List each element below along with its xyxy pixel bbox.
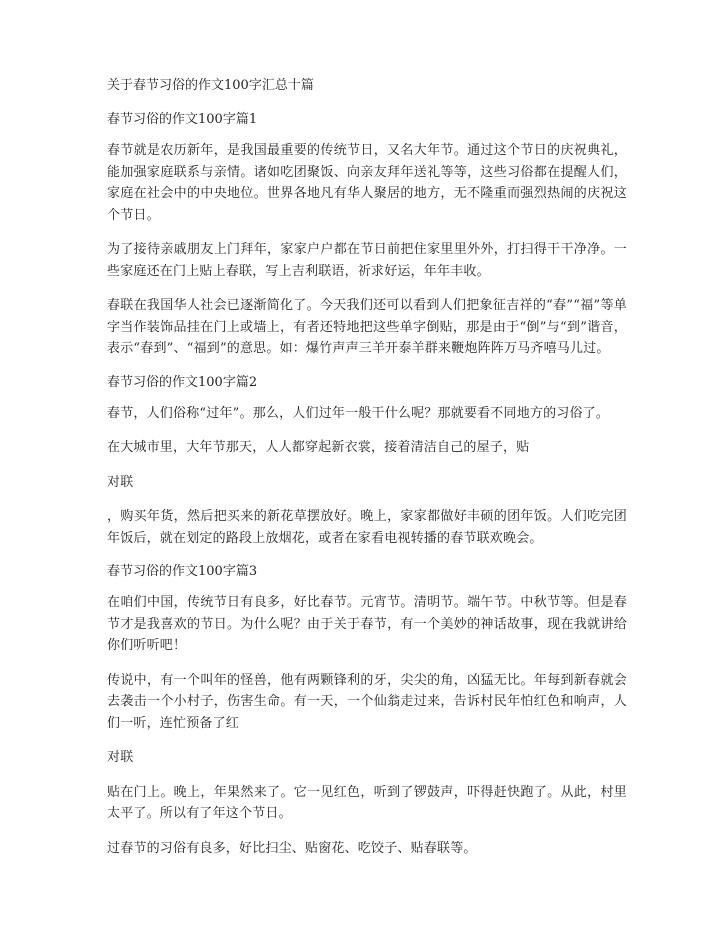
section-heading-3: 春节习俗的作文100字篇3 xyxy=(107,564,258,579)
paragraph-2-3: 对联 xyxy=(107,474,134,490)
paragraph-3-1: 在咱们中国，传统节日有良多，好比春节。元宵节。清明节。端午节。中秋节等。但是春节才是我喜欢的节日。为什么呢？由于关于春节，有一个美妙的神话故事，现在我就讲给你们听听吧！ xyxy=(107,595,627,653)
document-title: 关于春节习俗的作文100字汇总十篇 xyxy=(107,78,314,93)
paragraph-1-3: 春联在我国华人社会已逐渐简化了。今天我们还可以看到人们把象征吉祥的“春”“福”等单字当作装饰品挂在门上或墙上，有者还特地把这些单字倒贴，那是由于“倒”与“到”谐音，表示“春到”、“福到”的意思。如：爆竹声声三羊开泰羊群来鞭炮阵阵万马齐嘻马儿过。 xyxy=(107,298,627,356)
paragraph-3-5: 过春节的习俗有良多，好比扫尘、贴窗花、吃饺子、贴春联等。 xyxy=(107,840,477,856)
paragraph-2-2: 在大城市里，大年节那天，人人都穿起新衣裳，接着清洁自己的屋子，贴 xyxy=(107,440,530,455)
paragraph-3-2: 传说中，有一个叫年的怪兽，他有两颗锋利的牙，尖尖的角，凶猛无比。年每到新春就会去袭击一个小村子，伤害生命。有一天，一个仙翁走过来，告诉村民年怕红色和响声，人们一听，连忙预备了红 xyxy=(107,672,627,731)
paragraph-1-1: 春节就是农历新年，是我国最重要的传统节日，又名大年节。通过这个节日的庆祝典礼，能加强家庭联系与亲情。诸如吃团聚饭、向亲友拜年送礼等等，这些习俗都在提醒人们，家庭在社会中的中央地位。世界各地凡有华人聚居的地方，无不隆重而强烈热闹的庆祝这个节日。 xyxy=(107,143,627,223)
paragraph-2-1: 春节，人们俗称“过年”。那么，人们过年一般干什么呢？那就要看不同地方的习俗了。 xyxy=(107,405,610,421)
document-page xyxy=(107,76,627,872)
paragraph-3-4: 贴在门上。晚上，年果然来了。它一见红色，听到了锣鼓声，吓得赶快跑了。从此，村里太平了。所以有了年这个节日。 xyxy=(107,784,627,821)
paragraph-1-2: 为了接待亲戚朋友上门拜年，家家户户都在节日前把住家里里外外，打扫得干干净净。一些家庭还在门上贴上春联，写上吉利联语，祈求好运，年年丰收。 xyxy=(107,242,627,279)
paragraph-2-4: ，购买年货，然后把买来的新花草摆放好。晚上，家家都做好丰硕的团年饭。人们吃完团年饭后，就在划定的路段上放烟花，或者在家看电视转播的春节联欢晚会。 xyxy=(107,509,627,546)
section-heading-2: 春节习俗的作文100字篇2 xyxy=(107,374,258,390)
paragraph-3-3: 对联 xyxy=(107,750,134,765)
section-heading-1: 春节习俗的作文100字篇1 xyxy=(107,112,258,127)
